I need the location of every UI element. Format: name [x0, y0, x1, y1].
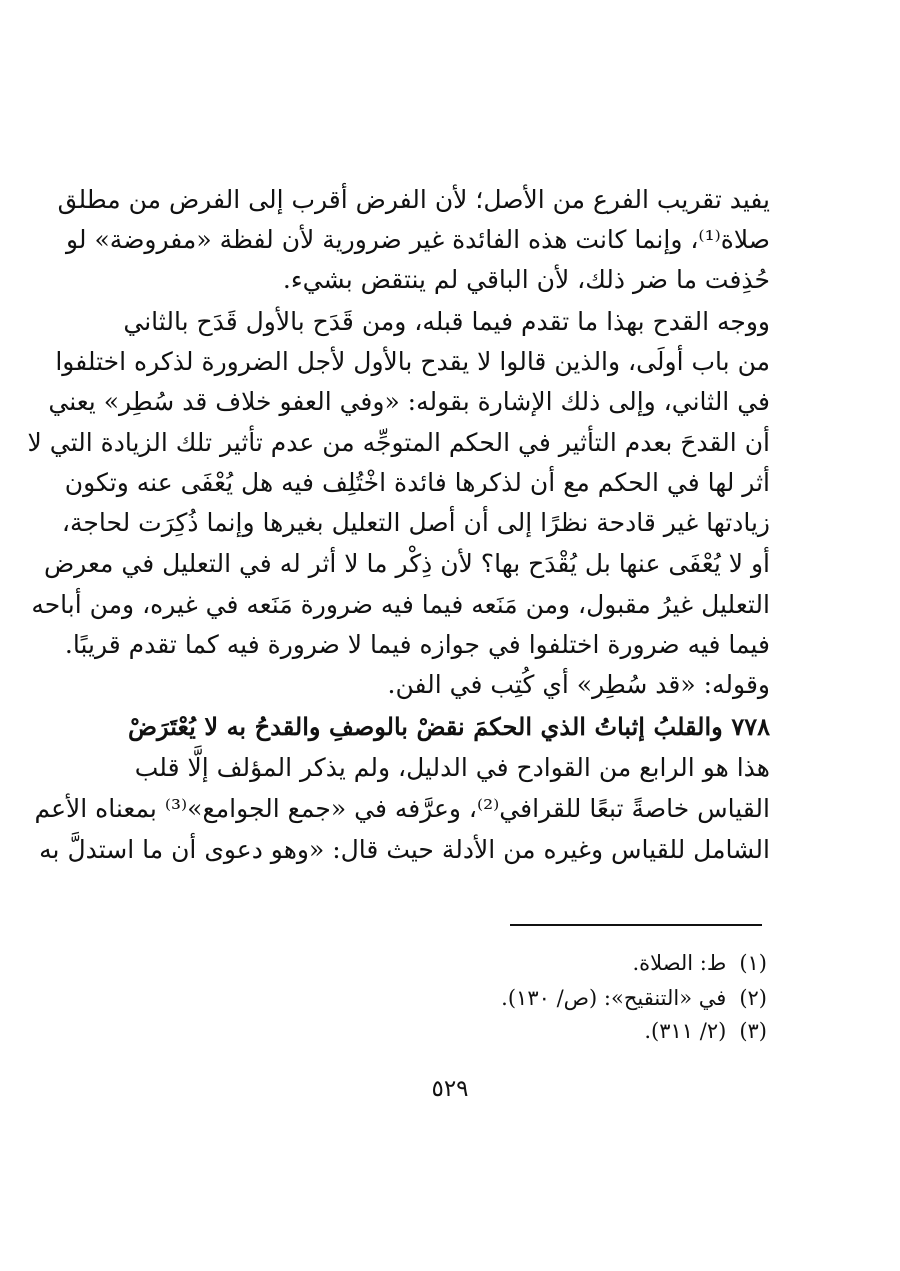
footnote-separator [510, 924, 762, 926]
verse-line [128, 707, 770, 747]
footnote-text: في «التنقيح»: (ص/ ١٣٠). [501, 986, 727, 1010]
footnote-number: (١) [739, 951, 767, 975]
verse-number: ٧٧٨ [731, 712, 770, 741]
body-line: أو لا يُعْفَى عنها بل يُقْدَح بها؟ لأن ذِكْر ما لا أثر له في التعليل في معرض [43, 549, 770, 578]
footnote [127, 1016, 767, 1046]
body-line: أثر لها في الحكم مع أن لذكرها فائدة اخْتُلِف فيه هل يُعْفَى عنه وتكون [64, 468, 770, 497]
footnote-text: ط: الصلاة. [632, 951, 727, 975]
footnote [127, 948, 767, 978]
body-line: فيما فيه ضرورة اختلفوا في جوازه فيما لا ضرورة فيه كما تقدم قريبًا. [64, 630, 770, 659]
body-line: التعليل غيرُ مقبول، ومن مَنَعه فيما فيه ضرورة مَنَعه في غيره، ومن أباحه [31, 590, 770, 619]
body-line: من باب أولَى، والذين قالوا لا يقدح بالأول لأجل الضرورة لذكره اختلفوا [55, 347, 770, 376]
body-line: زيادتها غير قادحة نظرًا إلى أن أصل التعليل بغيرها وإنما ذُكِرَت لحاجة، [61, 508, 770, 537]
footnote-number: (٣) [739, 1019, 767, 1043]
body-line: القياس خاصةً تبعًا للقرافي⁽²⁾، وعرَّفه في «جمع الجوامع»⁽³⁾ بمعناه الأعم [34, 794, 770, 823]
footnote [127, 983, 767, 1013]
verse-hemistich-1: والقلبُ إثباتُ الذي الحكمَ نقضْ [416, 712, 723, 741]
footnote-number: (٢) [739, 986, 767, 1010]
body-line: في الثاني، وإلى ذلك الإشارة بقوله: «وفي العفو خلاف قد سُطِر» يعني [48, 387, 770, 416]
body-line: وقوله: «قد سُطِر» أي كُتِب في الفن. [387, 670, 770, 699]
footnote-text: (٢/ ٣١١). [644, 1019, 727, 1043]
body-line: حُذِفت ما ضر ذلك، لأن الباقي لم ينتقض بشيء. [282, 265, 770, 294]
body-line: الشامل للقياس وغيره من الأدلة حيث قال: «وهو دعوى أن ما استدلَّ به [39, 835, 770, 864]
body-line: صلاة⁽¹⁾، وإنما كانت هذه الفائدة غير ضرورية لأن لفظة «مفروضة» لو [66, 225, 770, 254]
page-number: ٥٢٩ [431, 1076, 469, 1102]
verse-hemistich-2: بالوصفِ والقدحُ به لا يُعْتَرَضْ [128, 712, 408, 741]
body-line: هذا هو الرابع من القوادح في الدليل، ولم يذكر المؤلف إلَّا قلب [134, 753, 770, 782]
body-line: أن القدحَ بعدم التأثير في الحكم المتوجِّه من عدم تأثير تلك الزيادة التي لا [27, 428, 770, 457]
body-line: يفيد تقريب الفرع من الأصل؛ لأن الفرض أقرب إلى الفرض من مطلق [57, 185, 770, 214]
body-line: ووجه القدح بهذا ما تقدم فيما قبله، ومن قَدَح بالأول قَدَح بالثاني [123, 307, 770, 336]
